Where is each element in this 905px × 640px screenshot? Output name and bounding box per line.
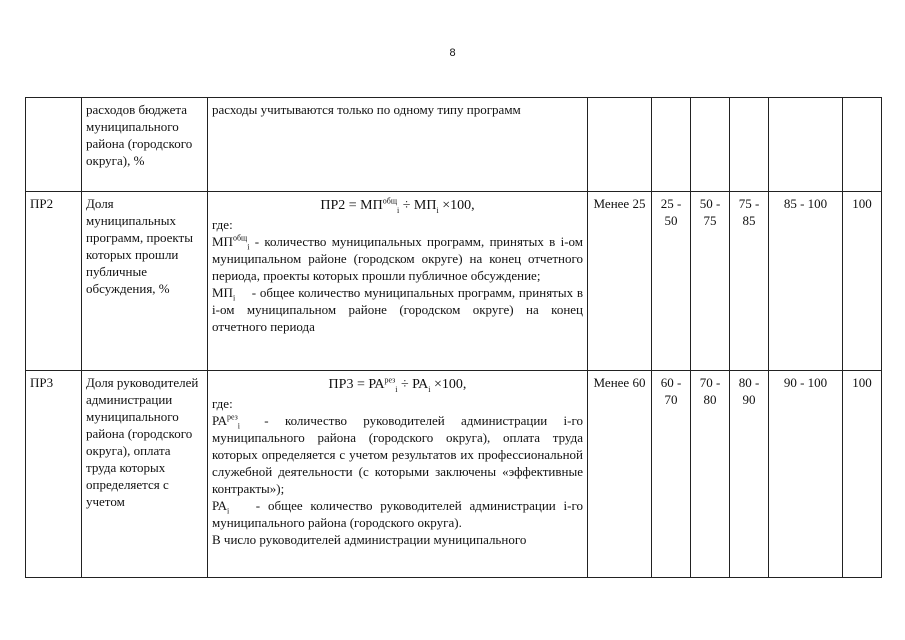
definition: $РА^{рез}_i$ - количество руководителей администрации i-го муниципального района (городского округа), оплата труда которых определяется с учетом результатов их профессиональной служебной деятельности (с которыми заключены «эффективные контракты»);	[212, 412, 583, 496]
grade-cell: 50 - 75	[691, 192, 730, 371]
indicator-name: Доля муниципальных программ, проекты которых прошли публичные обсуждения, %	[82, 192, 208, 371]
grade-cell	[769, 98, 843, 192]
indicator-method	[208, 192, 588, 371]
grade-cell	[588, 98, 652, 192]
indicator-code: ПР3	[26, 371, 82, 578]
where-label: где:	[212, 217, 233, 232]
grade-cell: Менее 25	[588, 192, 652, 371]
grade-cell: 70 - 80	[691, 371, 730, 578]
grade-cell: 100	[843, 192, 882, 371]
criteria-table	[25, 97, 882, 578]
grade-cell	[730, 98, 769, 192]
grade-cell: 90 - 100	[769, 371, 843, 578]
method-text: В число руководителей администрации муниципального	[212, 532, 527, 547]
page-number: 8	[449, 47, 456, 59]
definition: $МП_i$ - общее количество муниципальных программ, принятых в i-ом муниципальном районе (городском округе) на конец отчетного периода	[212, 285, 583, 334]
table-row	[26, 371, 882, 578]
table-row	[26, 192, 882, 371]
indicator-method	[208, 371, 588, 578]
grade-cell: 80 - 90	[730, 371, 769, 578]
grade-cell	[691, 98, 730, 192]
where-label: где:	[212, 396, 233, 411]
grade-cell: 25 - 50	[652, 192, 691, 371]
indicator-code	[26, 98, 82, 192]
grade-cell: 85 - 100	[769, 192, 843, 371]
grade-cell: 100	[843, 371, 882, 578]
indicator-name: Доля руководителей администрации муниципального района (городского округа), оплата труда которых определяется с учетом	[82, 371, 208, 578]
grade-cell: 75 - 85	[730, 192, 769, 371]
grade-cell: 60 - 70	[652, 371, 691, 578]
formula: $ПР2 = МП^{общ}_i \div МП_i \times 100$,	[320, 196, 475, 215]
indicator-name: расходов бюджета муниципального района (городского округа), %	[82, 98, 208, 192]
grade-cell: Менее 60	[588, 371, 652, 578]
method-text: расходы учитываются только по одному типу программ	[212, 102, 521, 117]
indicator-code: ПР2	[26, 192, 82, 371]
grade-cell	[652, 98, 691, 192]
definition: $РА_i$ - общее количество руководителей администрации i-го муниципального района (городского округа).	[212, 498, 583, 530]
grade-cell	[843, 98, 882, 192]
indicator-method	[208, 98, 588, 192]
table-row	[26, 98, 882, 192]
definition: $МП^{общ}_i$ - количество муниципальных программ, принятых в i-ом муниципальном районе (городском округе) на конец отчетного периода, проекты которых прошли публичное обсуждение;	[212, 233, 583, 283]
formula: $ПР3 = РА^{рез}_i \div РА_i \times 100$,	[328, 375, 467, 394]
